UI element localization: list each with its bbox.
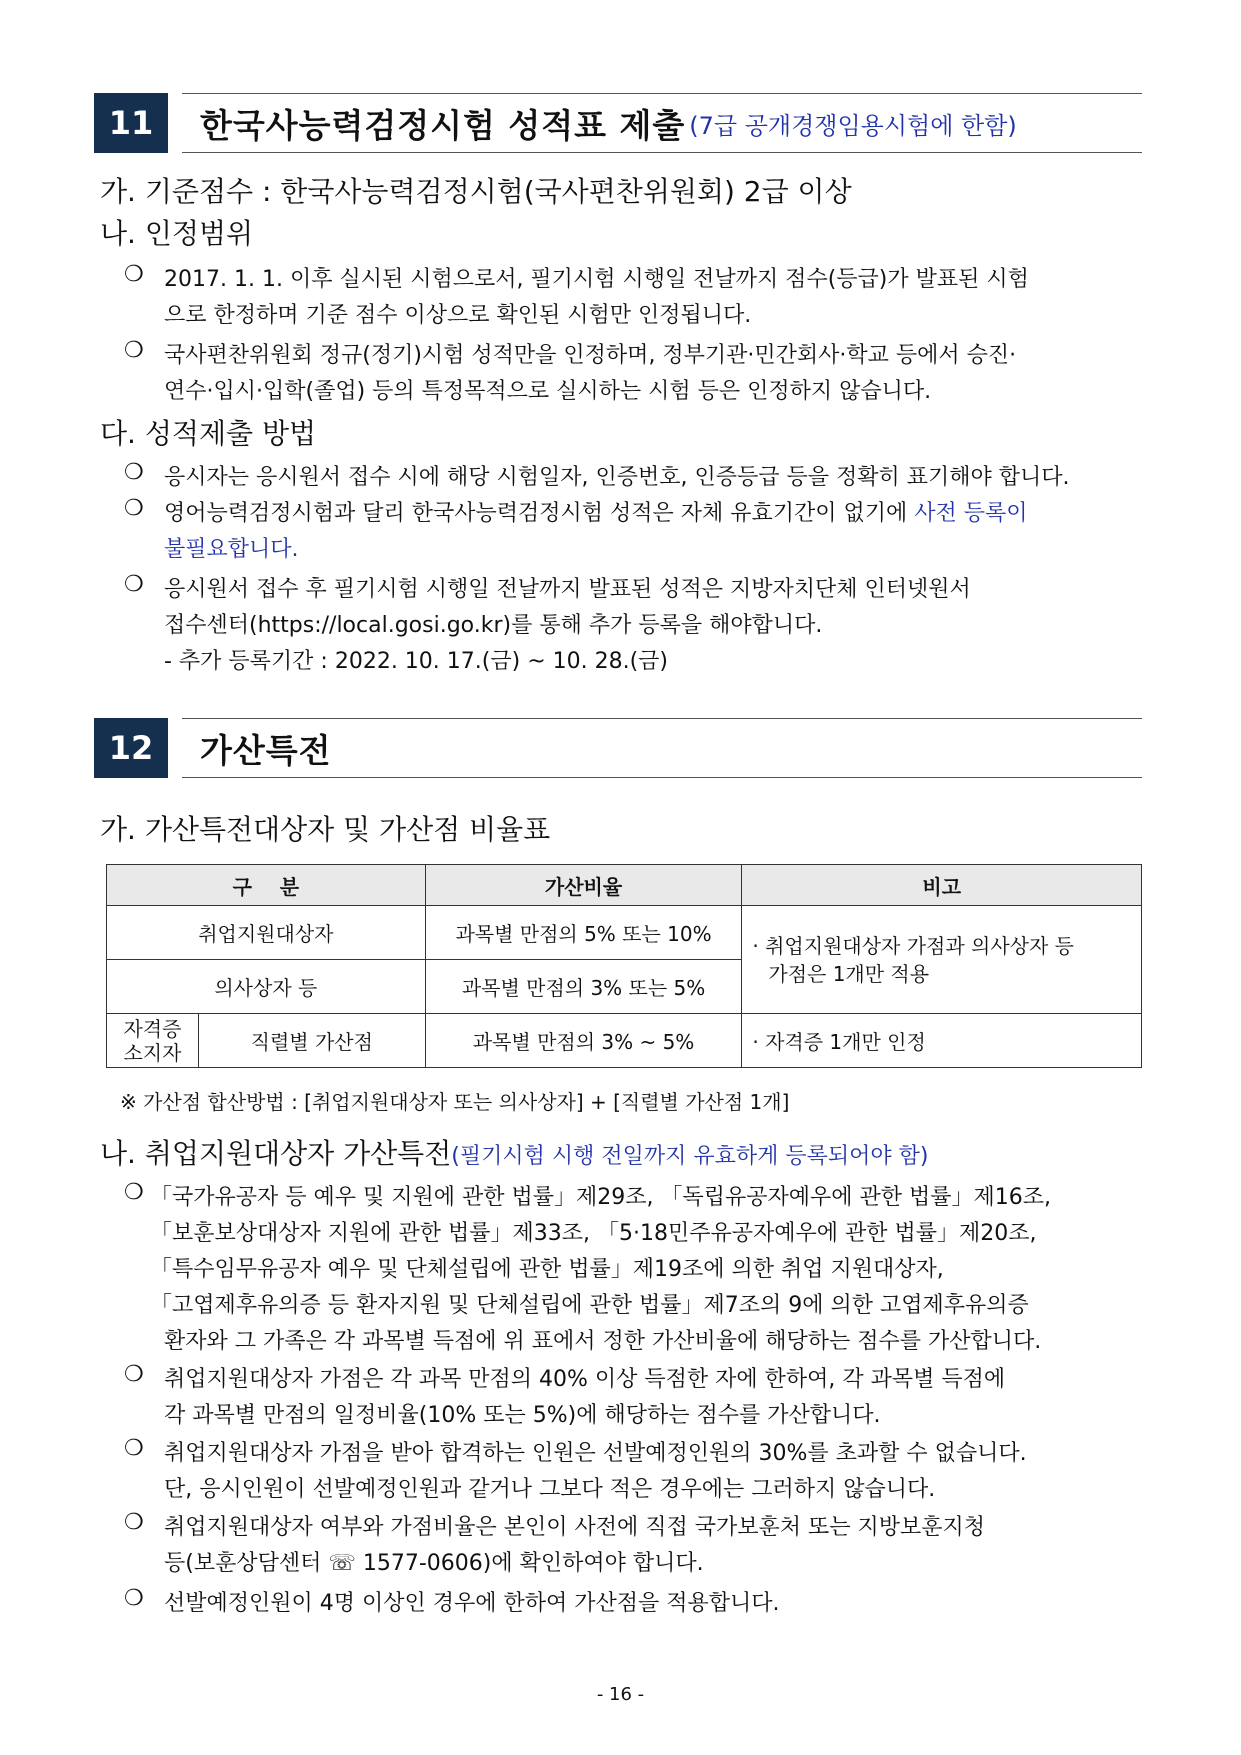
section-title-bar bbox=[182, 718, 1142, 778]
bullet: ❍ bbox=[124, 496, 144, 521]
support-item-1-line-2: 「보훈보상대상자 지원에 관한 법률」제33조, 「5·18민주유공자예우에 관한 법률」제20조, bbox=[150, 1221, 1037, 1246]
support-item-2-line-2: 각 과목별 만점의 일정비율(10% 또는 5%)에 해당하는 점수를 가산합니다. bbox=[164, 1403, 881, 1428]
heading-employment-support bbox=[100, 1132, 928, 1172]
submission-item-3-line-2: 접수센터(https://local.gosi.go.kr)를 통해 추가 등록을 해야합니다. bbox=[164, 613, 823, 638]
submission-item-3-line-1: 응시원서 접수 후 필기시험 시행일 전날까지 발표된 성적은 지방자치단체 인터넷원서 bbox=[164, 577, 971, 602]
submission-item-2-line-2: 불필요합니다. bbox=[164, 537, 299, 562]
row-label: 직렬별 가산점 bbox=[198, 1014, 425, 1068]
section-12-header bbox=[94, 718, 1142, 778]
heading-submission-method: 다. 성적제출 방법 bbox=[100, 417, 317, 450]
group-label-line: 자격증 bbox=[123, 1016, 182, 1041]
submission-item-2-line-1 bbox=[164, 496, 1028, 527]
header-rate: 가산비율 bbox=[425, 865, 742, 906]
bullet: ❍ bbox=[124, 1510, 144, 1535]
support-item-1-line-4: 「고엽제후유의증 등 환자지원 및 단체설립에 관한 법률」제7조의 9에 의한 고엽제후유의증 bbox=[150, 1293, 1029, 1318]
scope-item-2-line-1: 국사편찬위원회 정규(정기)시험 성적만을 인정하며, 정부기관·민간회사·학교 등에서 승진· bbox=[164, 343, 1017, 368]
bullet: ❍ bbox=[124, 338, 144, 363]
scope-item-1-line-2: 으로 한정하며 기준 점수 이상으로 확인된 시험만 인정됩니다. bbox=[164, 303, 752, 328]
submission-item-2-text: 영어능력검정시험과 달리 한국사능력검정시험 성적은 자체 유효기간이 없기에 bbox=[164, 501, 915, 526]
table-note: ※ 가산점 합산방법 : [취업지원대상자 또는 의사상자] + [직렬별 가산점 1개] bbox=[120, 1090, 790, 1114]
bullet: ❍ bbox=[124, 1436, 144, 1461]
submission-item-2-highlight: 사전 등록이 bbox=[914, 501, 1028, 526]
header-category: 구 분 bbox=[107, 865, 426, 906]
heading-scope: 나. 인정범위 bbox=[100, 217, 254, 250]
group-label-line: 소지자 bbox=[123, 1040, 182, 1065]
support-item-2-line-1: 취업지원대상자 가점은 각 과목 만점의 40% 이상 득점한 자에 한하여, 각 과목별 득점에 bbox=[164, 1367, 1006, 1392]
bullet: ❍ bbox=[124, 1362, 144, 1387]
submission-item-1: 응시자는 응시원서 접수 시에 해당 시험일자, 인증번호, 인증등급 등을 정확히 표기해야 합니다. bbox=[164, 465, 1070, 490]
row-remarks: · 자격증 1개만 인정 bbox=[742, 1014, 1142, 1068]
bullet: ❍ bbox=[124, 262, 144, 287]
table-row bbox=[107, 906, 1142, 960]
section-title-note: (7급 공개경쟁임용시험에 한함) bbox=[689, 111, 1017, 140]
section-title: 가산특전 bbox=[200, 730, 332, 770]
support-item-1-line-3: 「특수임무유공자 예우 및 단체설립에 관한 법률」제19조에 의한 취업 지원대상자, bbox=[150, 1257, 944, 1282]
row-label: 의사상자 등 bbox=[107, 960, 426, 1014]
row-rate: 과목별 만점의 5% 또는 10% bbox=[425, 906, 742, 960]
support-item-1-line-5: 환자와 그 가족은 각 과목별 득점에 위 표에서 정한 가산비율에 해당하는 점수를 가산합니다. bbox=[164, 1329, 1042, 1354]
heading-note: (필기시험 시행 전일까지 유효하게 등록되어야 함) bbox=[451, 1144, 929, 1169]
bullet: ❍ bbox=[124, 1586, 144, 1611]
heading-text: 나. 취업지원대상자 가산특전 bbox=[100, 1137, 452, 1170]
row-rate: 과목별 만점의 3% 또는 5% bbox=[425, 960, 742, 1014]
remarks-line: 가점은 1개만 적용 bbox=[768, 961, 930, 986]
support-item-3-line-2: 단, 응시인원이 선발예정인원과 같거나 그보다 적은 경우에는 그러하지 않습니다. bbox=[164, 1477, 936, 1502]
support-item-4-line-1: 취업지원대상자 여부와 가점비율은 본인이 사전에 직접 국가보훈처 또는 지방보훈지청 bbox=[164, 1515, 986, 1540]
table-header-row bbox=[107, 865, 1142, 906]
row-remarks bbox=[742, 906, 1142, 1014]
support-item-3-line-1: 취업지원대상자 가점을 받아 합격하는 인원은 선발예정인원의 30%를 초과할 수 없습니다. bbox=[164, 1441, 1027, 1466]
row-label: 취업지원대상자 bbox=[107, 906, 426, 960]
scope-item-2-line-2: 연수·입시·입학(졸업) 등의 특정목적으로 실시하는 시험 등은 인정하지 않습니다. bbox=[164, 379, 932, 404]
section-title: 한국사능력검정시험 성적표 제출 bbox=[200, 105, 686, 145]
section-title-bar bbox=[182, 93, 1142, 153]
bonus-rate-table bbox=[106, 864, 1142, 1068]
submission-item-3-period: - 추가 등록기간 : 2022. 10. 17.(금) ~ 10. 28.(금) bbox=[164, 649, 669, 674]
row-rate: 과목별 만점의 3% ~ 5% bbox=[425, 1014, 742, 1068]
support-item-5: 선발예정인원이 4명 이상인 경우에 한하여 가산점을 적용합니다. bbox=[164, 1591, 780, 1616]
header-remarks: 비고 bbox=[742, 865, 1142, 906]
remarks-line: · 취업지원대상자 가점과 의사상자 등 bbox=[752, 933, 1074, 958]
section-number: 11 bbox=[94, 93, 168, 153]
row-group-label bbox=[107, 1014, 199, 1068]
support-item-4-line-2: 등(보훈상담센터 ☏ 1577-0606)에 확인하여야 합니다. bbox=[164, 1551, 704, 1576]
heading-bonus-table: 가. 가산특전대상자 및 가산점 비율표 bbox=[100, 813, 551, 846]
page-number: - 16 - bbox=[596, 1684, 645, 1705]
bullet: ❍ bbox=[124, 460, 144, 485]
bullet: ❍ bbox=[124, 1180, 144, 1205]
support-item-1-line-1: 「국가유공자 등 예우 및 지원에 관한 법률」제29조, 「독립유공자예우에 관한 법률」제16조, bbox=[150, 1185, 1051, 1210]
heading-standard-score: 가. 기준점수 : 한국사능력검정시험(국사편찬위원회) 2급 이상 bbox=[100, 175, 852, 208]
section-number: 12 bbox=[94, 718, 168, 778]
bullet: ❍ bbox=[124, 572, 144, 597]
section-11-header bbox=[94, 93, 1142, 153]
table-row bbox=[107, 1014, 1142, 1068]
scope-item-1-line-1: 2017. 1. 1. 이후 실시된 시험으로서, 필기시험 시행일 전날까지 점수(등급)가 발표된 시험 bbox=[164, 267, 1029, 292]
